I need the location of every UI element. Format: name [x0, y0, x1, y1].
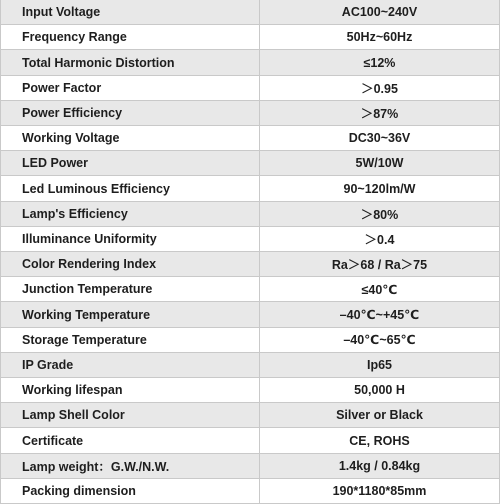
spec-row-total-harmonic-distortion	[1, 49, 499, 74]
spec-row-power-efficiency	[1, 100, 499, 125]
spec-row-lamp-weight	[1, 453, 499, 478]
spec-row-led-power	[1, 150, 499, 175]
spec-value: 50,000 H	[354, 383, 405, 398]
spec-value: DC30~36V	[348, 131, 411, 146]
spec-value: Ra＞68 / Ra＞75	[331, 258, 428, 273]
spec-value: Silver or Black	[336, 408, 423, 423]
spec-value: ＞80%	[360, 207, 399, 222]
spec-label: Storage Temperature	[1, 328, 260, 352]
spec-row-working-temperature	[1, 301, 499, 326]
spec-label: Input Voltage	[1, 0, 260, 24]
spec-row-packing-dimension	[1, 478, 499, 503]
spec-row-certificate	[1, 427, 499, 452]
spec-value: 1.4kg / 0.84kg	[338, 458, 421, 473]
spec-label: Frequency Range	[1, 25, 260, 49]
spec-row-ip-grade	[1, 352, 499, 377]
spec-label: LED Power	[1, 151, 260, 175]
spec-label: Junction Temperature	[1, 277, 260, 301]
spec-row-illuminance-uniformity	[1, 226, 499, 251]
spec-label: Working Voltage	[1, 126, 260, 150]
spec-value: 50Hz~60Hz	[346, 30, 413, 45]
spec-row-lamp-efficiency	[1, 201, 499, 226]
spec-label: Total Harmonic Distortion	[1, 50, 260, 74]
spec-label: Lamp's Efficiency	[1, 202, 260, 226]
spec-label: Color Rendering Index	[1, 252, 260, 276]
spec-value: AC100~240V	[341, 5, 418, 20]
spec-row-color-rendering-index	[1, 251, 499, 276]
spec-value: ＞0.4	[364, 232, 395, 247]
spec-value: –40℃~+45℃	[339, 308, 420, 323]
spec-label: Power Factor	[1, 76, 260, 100]
spec-value: –40℃~65℃	[343, 333, 416, 348]
spec-row-working-lifespan	[1, 377, 499, 402]
spec-label: Certificate	[1, 428, 260, 452]
spec-value: ≤40℃	[361, 282, 398, 297]
spec-value: Ip65	[366, 357, 392, 372]
spec-value: ≤12%	[363, 55, 396, 70]
spec-row-lamp-shell-color	[1, 402, 499, 427]
spec-label: IP Grade	[1, 353, 260, 377]
spec-label: Illuminance Uniformity	[1, 227, 260, 251]
spec-row-working-voltage	[1, 125, 499, 150]
spec-row-input-voltage	[1, 0, 499, 24]
spec-value: ＞87%	[360, 106, 399, 121]
spec-value: 5W/10W	[355, 156, 404, 171]
spec-label: Lamp Shell Color	[1, 403, 260, 427]
spec-label: Working lifespan	[1, 378, 260, 402]
spec-row-frequency-range	[1, 24, 499, 49]
spec-row-storage-temperature	[1, 327, 499, 352]
spec-label: Power Efficiency	[1, 101, 260, 125]
spec-row-power-factor	[1, 75, 499, 100]
spec-value: ＞0.95	[361, 81, 398, 96]
spec-label: Packing dimension	[1, 479, 260, 503]
spec-label: Led Luminous Efficiency	[1, 176, 260, 200]
spec-row-junction-temperature	[1, 276, 499, 301]
spec-row-led-luminous-efficiency	[1, 175, 499, 200]
spec-value: 190*1180*85mm	[332, 483, 427, 498]
spec-label: Working Temperature	[1, 302, 260, 326]
spec-value: 90~120lm/W	[343, 181, 416, 196]
spec-label: Lamp weight：G.W./N.W.	[1, 454, 260, 478]
spec-value: CE, ROHS	[349, 433, 410, 448]
